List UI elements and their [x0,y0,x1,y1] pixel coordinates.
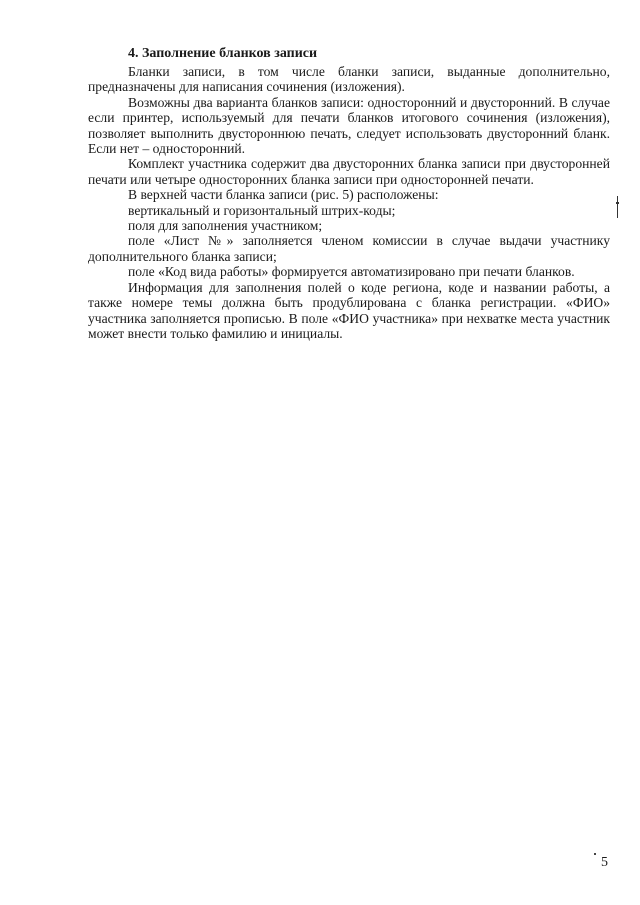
paragraph-forms-purpose: Бланки записи, в том числе бланки записи, выданные дополнительно, предназначены для написания сочинения (изложения). [88,64,610,95]
list-item-work-code: поле «Код вида работы» формируется автоматизировано при печати бланков. [128,264,575,280]
list-item-sheet-number: поле «Лист №» заполняется членом комиссии в случае выдачи участнику дополнительного бланка записи; [88,233,610,264]
paragraph-top-section: В верхней части бланка записи (рис. 5) расположены: [128,187,439,203]
list-item-barcodes: вертикальный и горизонтальный штрих-коды; [128,202,396,218]
section-heading: 4. Заполнение бланков записи [128,46,318,61]
margin-mark [617,196,618,218]
paragraph-form-variants: Возможны два варианта бланков записи: односторонний и двусторонний. В случае если принтер, используемый для печати бланков итогового сочинения (изложения), позволяет выполнить двустороннюю печать, следует использовать двусторонний бланк. Если нет – односторонний. [88,94,610,157]
page-number: 5 [601,855,608,870]
paragraph-field-info: Информация для заполнения полей о коде региона, коде и названии работы, а также номере темы должна быть продублирована с бланка регистрации. «ФИО» участника заполняется прописью. В поле «ФИО участника» при нехватке места участник может внести только фамилию и инициалы. [88,279,610,341]
document-body [88,46,610,341]
paragraph-participant-kit: Комплект участника содержит два двусторонних бланка записи при двусторонней печати или четыре односторонних бланка записи при односторонней печати. [88,156,610,187]
list-item-participant-fields: поля для заполнения участником; [128,218,323,234]
scan-speck [594,853,596,855]
